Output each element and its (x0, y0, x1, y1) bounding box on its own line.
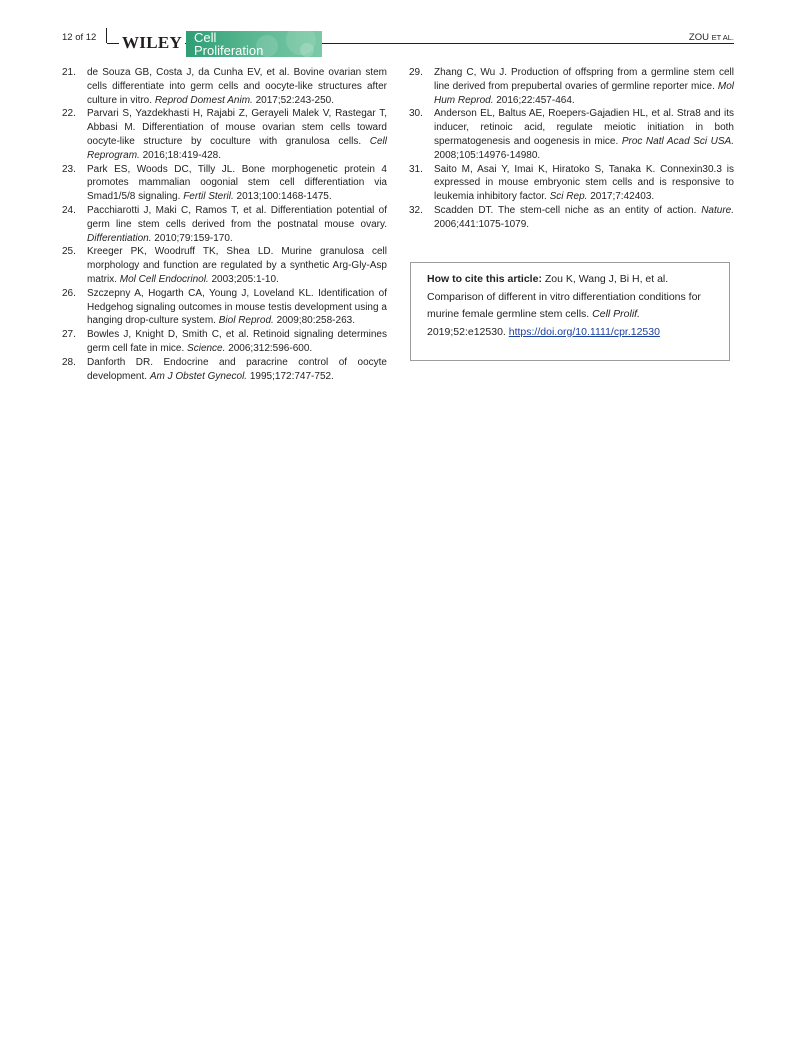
reference-text: Anderson EL, Baltus AE, Roepers-Gajadien HL, et al. Stra8 and its inducer, retinoic acid, regulate meiotic initiation in both spermatogenesis and oogenesis in mice. (434, 108, 734, 147)
reference-citation: 2003;205:1-10. (211, 273, 279, 285)
references-left-column (62, 66, 387, 383)
reference-journal: Fertil Steril. (183, 191, 234, 203)
reference-number: 31. (409, 163, 423, 175)
reference-text: Szczepny A, Hogarth CA, Young J, Loveland KL. Identification of Hedgehog signaling outcomes in mouse testis development using a hanging drop-culture system. (87, 287, 387, 327)
reference-journal: Nature. (701, 204, 734, 216)
reference-citation: 2006;312:596-600. (228, 342, 313, 354)
page-header (0, 0, 793, 60)
reference-item (62, 245, 387, 286)
reference-item (62, 356, 387, 384)
running-author (689, 32, 734, 43)
reference-text: de Souza GB, Costa J, da Cunha EV, et al. Bovine ovarian stem cells differentiate into germ cells and oocyte-like structures after culture in vitro. (87, 67, 387, 106)
cite-heading: How to cite this article: (427, 273, 542, 285)
author-suffix: ET AL. (711, 33, 734, 42)
reference-text: Pacchiarotti J, Maki C, Ramos T, et al. Differentiation potential of germ line stem cells derived from the postnatal mouse ovary. (87, 204, 387, 230)
reference-text: Saito M, Asai Y, Imai K, Hiratoko S, Tanaka K. Connexin30.3 is expressed in mouse embryonic stem cells and is responsive to leukemia inhibitory factor. (434, 163, 734, 203)
reference-journal: Biol Reprod. (218, 315, 274, 327)
reference-journal: Am J Obstet Gynecol. (149, 370, 248, 382)
reference-item (62, 204, 387, 245)
reference-item (409, 66, 734, 107)
reference-text: Parvari S, Yazdekhasti H, Rajabi Z, Gerayeli Malek V, Rastegar T, Abbasi M. Differentiation of mouse ovarian stem cells toward oocyte-like structure by coculture with granulosa cells. (87, 108, 387, 147)
reference-journal: Cell Reprogram. (87, 135, 387, 161)
reference-journal: Differentiation. (87, 232, 152, 244)
reference-item (409, 204, 734, 232)
reference-item (62, 287, 387, 328)
reference-text: Park ES, Woods DC, Tilly JL. Bone morphogenetic protein 4 promotes mammalian oogonial stem cell differentiation via Smad1/5/8 signaling. (87, 163, 387, 203)
reference-journal: Proc Natl Acad Sci USA. (621, 135, 734, 147)
reference-journal: Mol Hum Reprod. (434, 80, 735, 106)
reference-citation: 2013;100:1468-1475. (236, 191, 332, 203)
journal-name-line2: Proliferation (194, 43, 264, 57)
header-vertical-rule (106, 28, 107, 43)
reference-citation: 2006;441:1075-1079. (434, 218, 530, 230)
reference-journal: Sci Rep. (549, 191, 588, 203)
references-right-column (409, 66, 734, 232)
reference-citation: 2017;7:42403. (590, 191, 655, 203)
reference-number: 22. (62, 108, 76, 120)
reference-number: 21. (62, 67, 76, 78)
reference-citation: 2008;105:14976-14980. (434, 149, 541, 161)
cite-tail: 2019;52:e12530. (427, 325, 506, 338)
cite-journal: Cell Prolif. (592, 308, 641, 320)
doi-link[interactable]: https://doi.org/10.1111/cpr.12530 (508, 325, 660, 338)
reference-citation: 2016;22:457-464. (496, 94, 575, 106)
reference-citation: 2017;52:243-250. (255, 94, 334, 106)
reference-journal: Mol Cell Endocrinol. (119, 273, 209, 285)
reference-text: Bowles J, Knight D, Smith C, et al. Retinoid signaling determines germ cell fate in mice. (87, 329, 387, 354)
reference-item (62, 107, 387, 162)
reference-citation: 2010;79:159-170. (154, 232, 233, 244)
reference-number: 28. (62, 356, 76, 368)
journal-logo (186, 31, 322, 57)
journal-name-line1: Cell (194, 31, 217, 45)
reference-number: 32. (409, 204, 423, 216)
reference-item (62, 328, 387, 356)
reference-number: 29. (409, 67, 423, 78)
reference-item (62, 163, 387, 204)
reference-text: Zhang C, Wu J. Production of offspring from a germline stem cell line derived from prepubertal ovaries of germline reporter mice. (434, 67, 734, 92)
reference-number: 24. (62, 204, 76, 216)
reference-citation: 2016;18:419-428. (142, 149, 221, 161)
reference-number: 26. (62, 287, 76, 299)
reference-item (409, 163, 734, 204)
reference-text: Kreeger PK, Woodruff TK, Shea LD. Murine granulosa cell morphology and function are regulated by a synthetic Arg-Gly-Asp matrix. (87, 246, 387, 285)
cite-text: Zou K, Wang J, Bi H, et al. Comparison of different in vitro differentiation conditions for murine female germline stem cells. (427, 273, 701, 320)
reference-citation: 2009;80:258-263. (276, 315, 355, 327)
reference-text: Scadden DT. The stem-cell niche as an entity of action. (434, 204, 697, 216)
publisher-logo: WILEY (119, 33, 185, 53)
reference-number: 27. (62, 329, 76, 341)
reference-citation: 1995;172:747-752. (249, 370, 334, 382)
reference-journal: Reprod Domest Anim. (154, 94, 253, 106)
reference-journal: Science. (187, 342, 226, 354)
reference-number: 23. (62, 163, 76, 175)
page-number: 12 of 12 (62, 32, 97, 43)
author-name: ZOU (688, 32, 709, 43)
reference-number: 30. (409, 108, 423, 120)
reference-text: Danforth DR. Endocrine and paracrine control of oocyte development. (87, 356, 387, 382)
reference-item (62, 66, 387, 107)
reference-item (409, 107, 734, 162)
reference-number: 25. (62, 246, 76, 258)
how-to-cite-box (410, 262, 730, 361)
